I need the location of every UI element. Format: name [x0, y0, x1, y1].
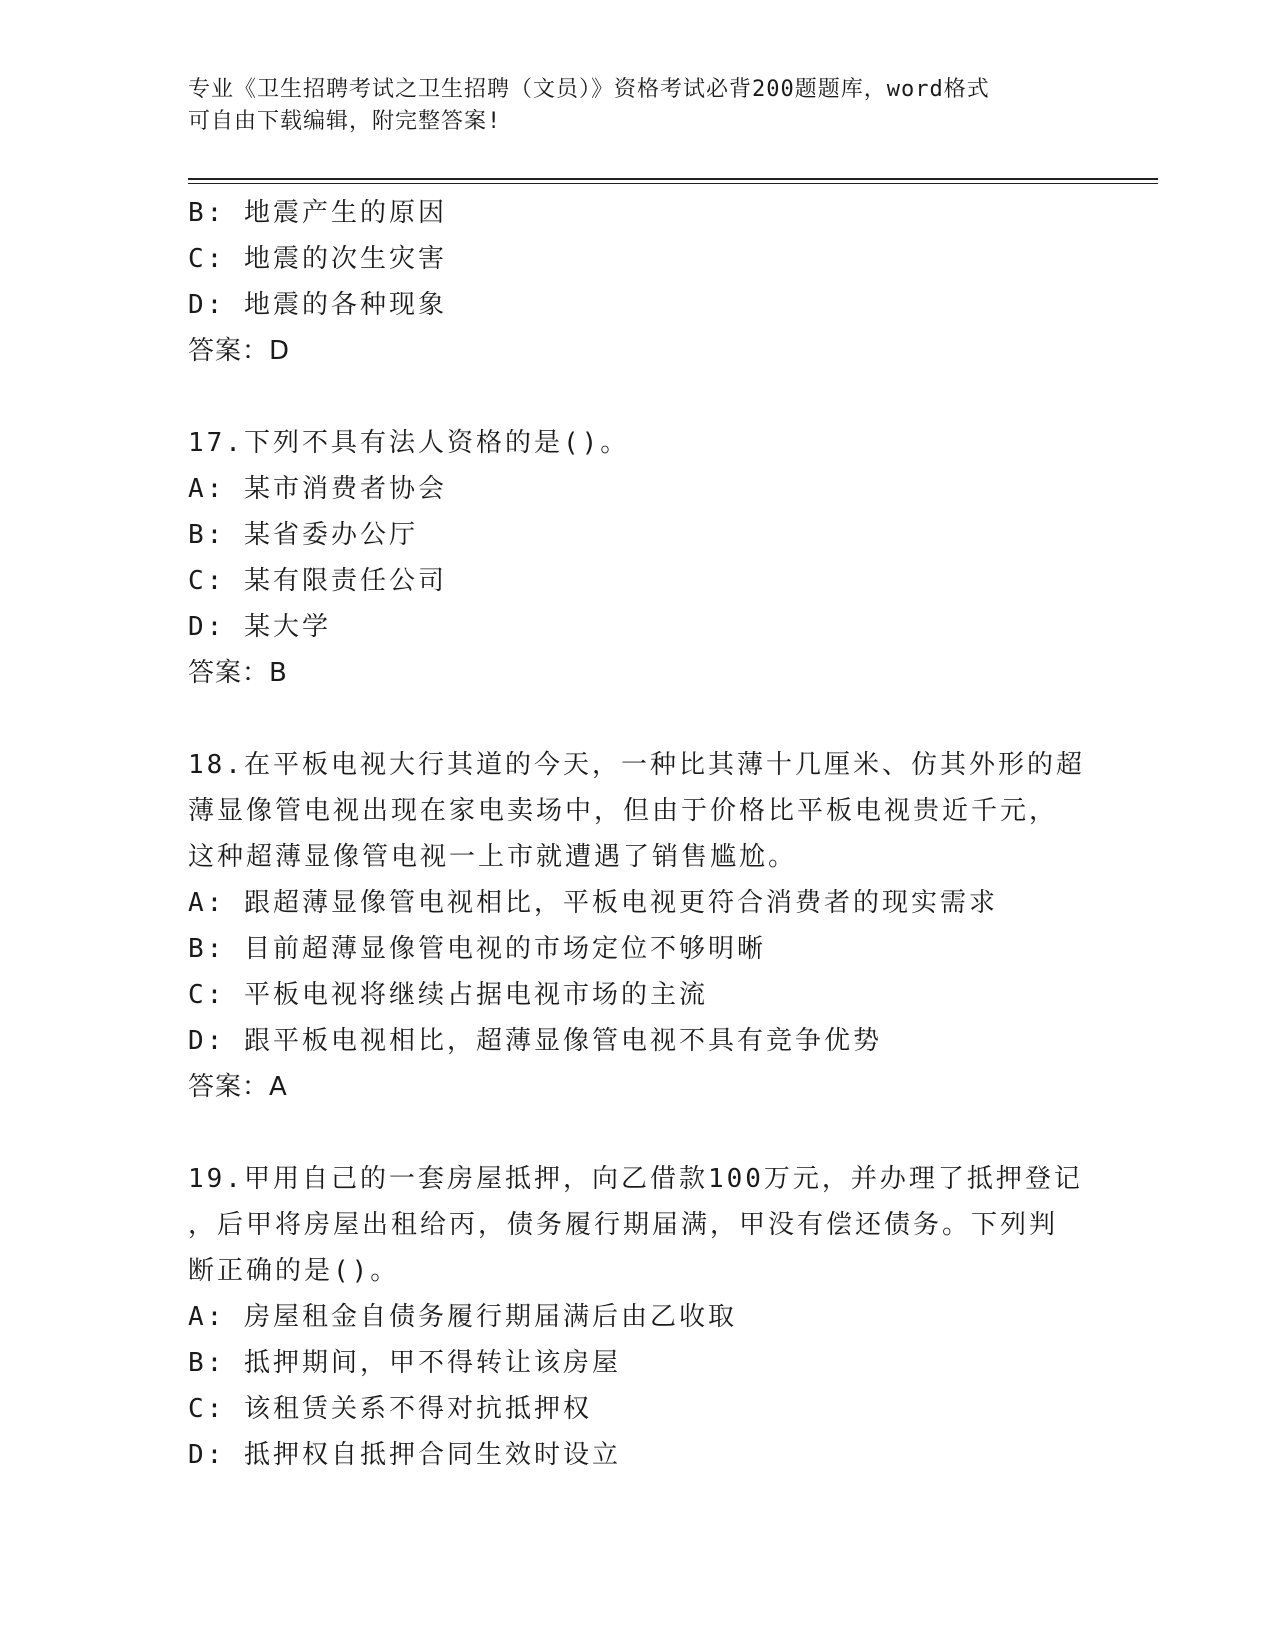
option-d: D: 跟平板电视相比，超薄显像管电视不具有竞争优势 — [188, 1026, 882, 1056]
header-divider-thin — [188, 183, 1158, 184]
question-text-line-2: ，后甲将房屋出租给丙，债务履行期届满，甲没有偿还债务。下列判 — [188, 1210, 1059, 1240]
option-b: B: 抵押期间，甲不得转让该房屋 — [188, 1348, 621, 1378]
question-18 — [188, 742, 1088, 1110]
answer-line: 答案：B — [188, 658, 288, 688]
spacer — [188, 1110, 1088, 1156]
question-19 — [188, 1156, 1088, 1478]
spacer — [188, 374, 1088, 420]
question-text-line-1: 18.在平板电视大行其道的今天，一种比其薄十几厘米、仿其外形的超 — [188, 750, 1085, 780]
option-d: D: 抵押权自抵押合同生效时设立 — [188, 1440, 621, 1470]
question-text-line-3: 断正确的是()。 — [188, 1256, 400, 1286]
header-divider-thick — [188, 178, 1158, 180]
header-title-line-1: 专业《卫生招聘考试之卫生招聘（文员）》资格考试必背200题题库，word格式 — [188, 77, 990, 102]
question-text-line-1: 19.甲用自己的一套房屋抵押，向乙借款100万元，并办理了抵押登记 — [188, 1164, 1083, 1194]
option-a: A: 跟超薄显像管电视相比，平板电视更符合消费者的现实需求 — [188, 888, 998, 918]
answer-line: 答案：A — [188, 1072, 288, 1102]
document-header — [188, 74, 1088, 138]
option-a: A: 房屋租金自债务履行期届满后由乙收取 — [188, 1302, 737, 1332]
question-16-continued — [188, 190, 1088, 374]
option-c: C: 该租赁关系不得对抗抵押权 — [188, 1394, 592, 1424]
answer-line: 答案：D — [188, 336, 291, 366]
question-text: 17.下列不具有法人资格的是()。 — [188, 428, 630, 458]
option-b: B: 目前超薄显像管电视的市场定位不够明晰 — [188, 934, 766, 964]
option-c: C: 平板电视将继续占据电视市场的主流 — [188, 980, 708, 1010]
question-text-line-2: 薄显像管电视出现在家电卖场中，但由于价格比平板电视贵近千元， — [188, 796, 1059, 826]
option-d: D: 某大学 — [188, 612, 331, 642]
question-text-line-3: 这种超薄显像管电视一上市就遭遇了销售尴尬。 — [188, 842, 798, 872]
option-c: C: 某有限责任公司 — [188, 566, 447, 596]
option-d: D: 地震的各种现象 — [188, 290, 447, 320]
header-title-line-2: 可自由下载编辑，附完整答案! — [188, 109, 502, 134]
option-b: B: 某省委办公厅 — [188, 520, 418, 550]
question-list — [188, 190, 1088, 1478]
option-c: C: 地震的次生灾害 — [188, 244, 447, 274]
option-b: B: 地震产生的原因 — [188, 198, 447, 228]
question-17 — [188, 420, 1088, 696]
spacer — [188, 696, 1088, 742]
option-a: A: 某市消费者协会 — [188, 474, 447, 504]
